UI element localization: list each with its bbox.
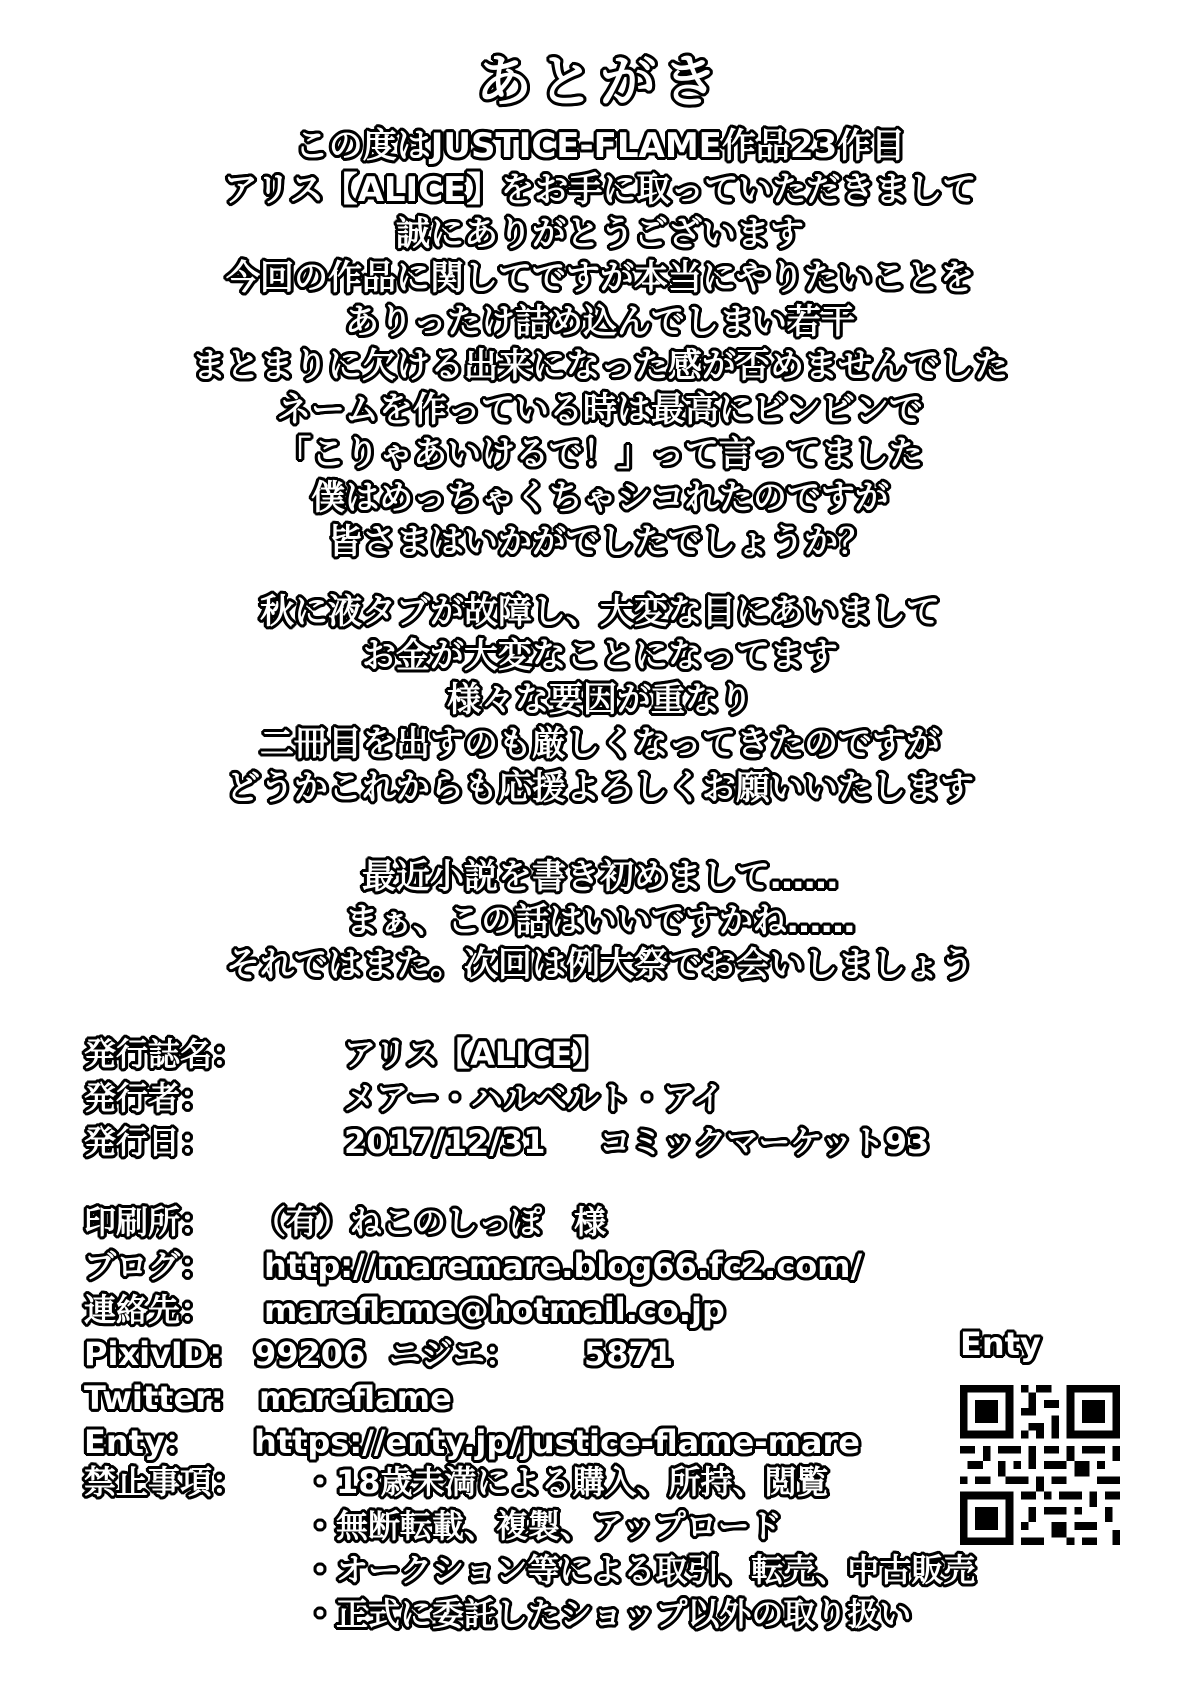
- text-line: 僕はめっちゃくちゃシコれたのですが: [311, 478, 889, 518]
- printer-label: 印刷所：: [84, 1203, 213, 1241]
- blog-url[interactable]: http://maremare.blog66.fc2.com/: [264, 1247, 863, 1285]
- qr-code-graphic: [960, 1385, 1120, 1545]
- publish-date-value: 2017/12/31: [344, 1123, 546, 1161]
- mail-label: 連絡先：: [84, 1291, 213, 1329]
- publisher-value: メアー・ハルベルト・アイ: [344, 1079, 725, 1117]
- blog-label: ブログ：: [84, 1247, 213, 1285]
- text-line: 今回の作品に関してですが本当にやりたいことを: [226, 258, 974, 298]
- enty-url[interactable]: https://enty.jp/justice-flame-mare: [254, 1423, 860, 1461]
- text-line: 二冊目を出すのも厳しくなってきたのですが: [260, 724, 940, 764]
- text-line: ネームを作っている時は最高にビンビンで: [277, 390, 923, 430]
- afterword-paragraph-3: [0, 855, 1200, 987]
- nijie-label: ニジエ：: [389, 1335, 518, 1373]
- list-item: ・18歳未満による購入、所持、閲覧: [304, 1463, 829, 1501]
- afterword-paragraph-1: [0, 124, 1200, 564]
- text-line: それではまた。次回は例大祭でお会いしましょう: [226, 945, 974, 985]
- enty-label: Enty：: [84, 1423, 197, 1461]
- text-line: 最近小説を書き初めまして……: [362, 857, 838, 897]
- pixiv-id: 99206: [254, 1335, 366, 1373]
- twitter-handle[interactable]: mareflame: [259, 1379, 452, 1417]
- list-item: ・オークション等による取引、転売、中古販売: [304, 1551, 976, 1589]
- qr-label: Enty: [960, 1325, 1041, 1363]
- list-item: ・正式に委託したショップ以外の取り扱い: [304, 1595, 912, 1633]
- text-line: ありったけ詰め込んでしまい若干: [345, 302, 855, 342]
- printer-value: （有）ねこのしっぽ 様: [254, 1203, 607, 1241]
- text-line: 様々な要因が重なり: [447, 680, 753, 720]
- text-line: 秋に液タブが故障し、大変な目にあいまして: [260, 592, 940, 632]
- publication-title-value: アリス【ALICE】: [344, 1035, 605, 1073]
- text-line: まとまりに欠ける出来になった感が否めませんでした: [192, 346, 1008, 386]
- text-line: 誠にありがとうございます: [396, 214, 804, 254]
- text-line: この度はJUSTICE-FLAME作品23作目: [294, 126, 906, 166]
- text-line: 「こりゃあいけるで！」って言ってました: [277, 434, 923, 474]
- event-name: コミックマーケット93: [599, 1123, 930, 1161]
- page-title: あとがき: [476, 50, 724, 115]
- publish-date-label: 発行日：: [84, 1123, 213, 1161]
- nijie-id: 5871: [584, 1335, 674, 1373]
- publisher-label: 発行者：: [84, 1079, 213, 1117]
- afterword-paragraph-2: [0, 590, 1200, 810]
- text-line: 皆さまはいかがでしたでしょうか？: [328, 522, 872, 562]
- mail-address[interactable]: mareflame@hotmail.co.jp: [264, 1291, 725, 1329]
- text-line: どうかこれからも応援よろしくお願いいたします: [226, 768, 974, 808]
- text-line: お金が大変なことになってます: [362, 636, 838, 676]
- pixiv-label: PixivID:: [84, 1335, 223, 1373]
- text-line: まぁ、この話はいいですかね……: [345, 901, 855, 941]
- prohibited-list: [304, 1460, 975, 1636]
- list-item: ・無断転載、複製、アップロード: [304, 1507, 782, 1545]
- twitter-label: Twitter:: [84, 1379, 224, 1417]
- qr-code-icon[interactable]: [960, 1385, 1120, 1545]
- prohibited-label: 禁止事項：: [84, 1463, 245, 1501]
- text-line: アリス【ALICE】をお手に取っていただきまして: [223, 170, 977, 210]
- publication-title-label: 発行誌名：: [84, 1035, 245, 1073]
